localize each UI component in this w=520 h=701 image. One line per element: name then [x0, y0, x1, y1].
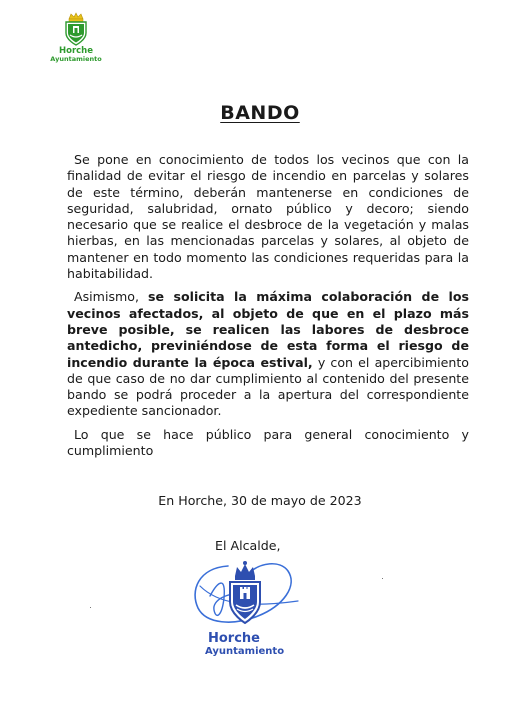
- paragraph-2-bold: se solicita la máxima colaboración de los vecinos afectados, al objeto de que en el plazo más breve posible, se realicen las labores de desbroce antedicho, previniéndose de esta forma el riesgo de incendio durante la época estival,: [67, 289, 470, 370]
- paragraph-2-end: y con el apercibimiento de que caso de no dar cumplimiento al contenido del presente bando se podrá proceder a la apertura del correspondiente expediente sancionador.: [67, 354, 469, 419]
- stamp-subtitle: Ayuntamiento: [205, 646, 285, 657]
- document-body: [67, 152, 469, 466]
- document-title: BANDO: [220, 102, 300, 124]
- scan-speck: [382, 578, 383, 579]
- paragraph-2-start: Asimismo,: [74, 289, 149, 305]
- paragraph-1: Se pone en conocimiento de todos los vecinos que con la finalidad de evitar el riesgo de incendio en parcelas y solares de este término, deberán mantenerse en condiciones de seguridad, salubridad, ornato público y decoro; siendo necesario que se realice el desbroce de la vegetación y malas hierbas, en las mencionadas parcelas y solares, al objeto de mantener en todo momento las condiciones requeridas para la habitabilidad.: [67, 152, 469, 282]
- signatory-role: El Alcalde,: [215, 538, 281, 553]
- date-line: En Horche, 30 de mayo de 2023: [158, 493, 362, 508]
- scan-speck: [90, 607, 91, 608]
- stamp-name: Horche: [208, 631, 260, 646]
- coat-of-arms-icon: [61, 12, 91, 46]
- coat-of-arms-stamp-icon: [224, 560, 266, 626]
- horche-logo: [46, 12, 106, 70]
- paragraph-2: [67, 289, 469, 419]
- logo-name: Horche: [59, 46, 93, 56]
- paragraph-3: Lo que se hace público para general conocimiento y cumplimiento: [67, 426, 469, 459]
- logo-subtitle: Ayuntamiento: [50, 55, 102, 63]
- signature-block: [188, 536, 313, 666]
